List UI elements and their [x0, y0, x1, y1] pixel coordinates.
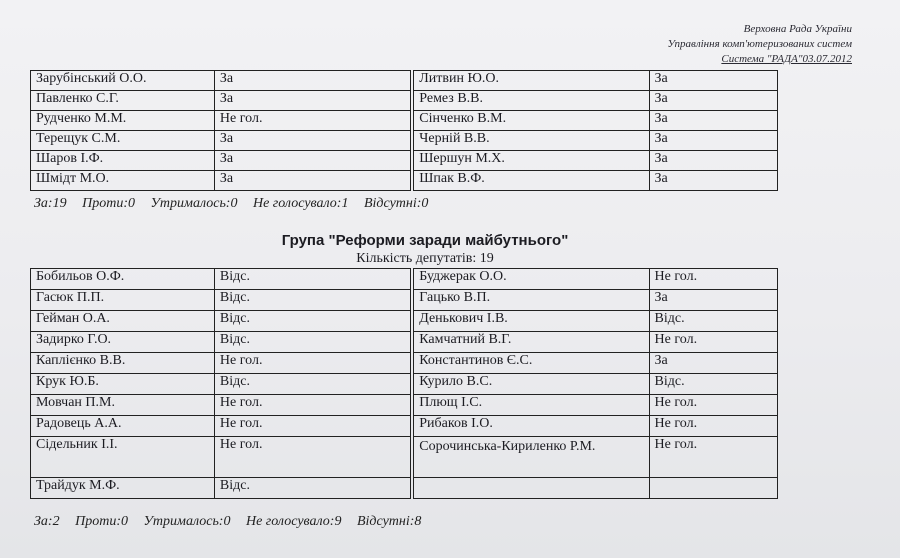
table-row: [31, 395, 778, 416]
table-row: [31, 478, 778, 499]
summary-za: За:2: [34, 514, 60, 529]
vote-value: Не гол.: [214, 416, 410, 437]
deputy-name: Литвин Ю.О.: [414, 71, 649, 91]
deputy-name: Крук Ю.Б.: [31, 374, 215, 395]
vote-value: Відс.: [214, 269, 410, 290]
vote-value: За: [649, 290, 777, 311]
vote-value: Не гол.: [649, 437, 777, 478]
vote-value: Не гол.: [649, 416, 777, 437]
deputy-name: Гацько В.П.: [414, 290, 649, 311]
vote-value: За: [214, 71, 410, 91]
vote-value: [649, 478, 777, 499]
vote-summary-1: [34, 196, 440, 212]
summary-utrymalos: Утрималось:0: [143, 514, 231, 529]
system-date: Система "РАДА"03.07.2012: [721, 53, 852, 65]
deputy-name: Камчатний В.Г.: [414, 332, 649, 353]
deputy-name: Бобильов О.Ф.: [31, 269, 215, 290]
vote-value: За: [214, 151, 410, 171]
vote-value: Не гол.: [214, 395, 410, 416]
deputy-name: Рибаков І.О.: [414, 416, 649, 437]
group-title: Група "Реформи заради майбутнього": [281, 232, 569, 249]
deputy-name: Каплієнко В.В.: [31, 353, 215, 374]
deputy-name: Павленко С.Г.: [31, 91, 215, 111]
deputy-name: Денькович І.В.: [414, 311, 649, 332]
vote-value: Не гол.: [649, 269, 777, 290]
vote-value: Не гол.: [649, 332, 777, 353]
summary-proty: Проти:0: [75, 514, 128, 529]
deputy-name: Терещук С.М.: [31, 131, 215, 151]
table-row: [31, 332, 778, 353]
vote-value: За: [649, 151, 777, 171]
table-row: [31, 416, 778, 437]
deputy-name: Черній В.В.: [414, 131, 649, 151]
deputy-name: Рудченко М.М.: [31, 111, 215, 131]
table-row: [31, 151, 778, 171]
deputy-name: Курило В.С.: [414, 374, 649, 395]
deputy-name: Шпак В.Ф.: [414, 171, 649, 191]
vote-value: За: [214, 131, 410, 151]
vote-value: Відс.: [214, 374, 410, 395]
deputy-name: Мовчан П.М.: [31, 395, 215, 416]
summary-ne-golosuvalo: Не голосувало:9: [245, 514, 342, 529]
deputy-name: [414, 478, 649, 499]
deputy-name: Гасюк П.П.: [31, 290, 215, 311]
deputy-name: Зарубінський О.О.: [31, 71, 215, 91]
deputy-name: Трайдук М.Ф.: [31, 478, 215, 499]
table-row: [31, 437, 778, 478]
deputy-name: Шаров І.Ф.: [31, 151, 215, 171]
summary-vidsutni: Відсутні:8: [356, 514, 422, 529]
deputy-name: Задирко Г.О.: [31, 332, 215, 353]
vote-value: Не гол.: [214, 111, 410, 131]
table-row: [31, 374, 778, 395]
deputy-name: Сінченко В.М.: [414, 111, 649, 131]
department-name: Управління комп'ютеризованих систем: [667, 38, 852, 50]
deputy-name: Шершун М.Х.: [414, 151, 649, 171]
vote-value: За: [214, 171, 410, 191]
table-row: [31, 311, 778, 332]
table-row: [31, 91, 778, 111]
vote-value: Відс.: [214, 311, 410, 332]
deputy-name: Плющ І.С.: [414, 395, 649, 416]
org-name: Верховна Рада України: [743, 23, 852, 35]
vote-value: Не гол.: [214, 353, 410, 374]
deputy-name: Ремез В.В.: [414, 91, 649, 111]
vote-value: За: [649, 353, 777, 374]
vote-value: За: [214, 91, 410, 111]
vote-value: За: [649, 71, 777, 91]
vote-value: Не гол.: [214, 437, 410, 478]
vote-value: За: [649, 91, 777, 111]
summary-vidsutni: Відсутні:0: [363, 196, 429, 211]
summary-utrymalos: Утрималось:0: [150, 196, 238, 211]
vote-value: Відс.: [649, 374, 777, 395]
deputy-name: Радовець А.А.: [31, 416, 215, 437]
deputy-name: Сідельник І.І.: [31, 437, 215, 478]
deputy-name: Буджерак О.О.: [414, 269, 649, 290]
summary-za: За:19: [34, 196, 67, 211]
table-row: [31, 71, 778, 91]
vote-value: Відс.: [214, 332, 410, 353]
table-row: [31, 131, 778, 151]
vote-value: За: [649, 111, 777, 131]
document-header: [667, 22, 852, 67]
group-count: Кількість депутатів: 19: [356, 251, 494, 266]
vote-table-2: [30, 268, 778, 499]
table-row: [31, 171, 778, 191]
table-row: [31, 290, 778, 311]
deputy-name: Сорочинська-Кириленко Р.М.: [414, 437, 649, 478]
vote-table-1: [30, 70, 778, 191]
vote-value: Відс.: [649, 311, 777, 332]
vote-value: Не гол.: [649, 395, 777, 416]
table-row: [31, 111, 778, 131]
deputy-name: Шмідт М.О.: [31, 171, 215, 191]
table-row: [31, 353, 778, 374]
deputy-name: Константинов Є.С.: [414, 353, 649, 374]
vote-value: За: [649, 131, 777, 151]
vote-summary-2: [34, 514, 433, 530]
deputy-name: Гейман О.А.: [31, 311, 215, 332]
summary-proty: Проти:0: [82, 196, 135, 211]
vote-value: За: [649, 171, 777, 191]
vote-value: Відс.: [214, 290, 410, 311]
summary-ne-golosuvalo: Не голосувало:1: [252, 196, 349, 211]
vote-value: Відс.: [214, 478, 410, 499]
table-row: [31, 269, 778, 290]
